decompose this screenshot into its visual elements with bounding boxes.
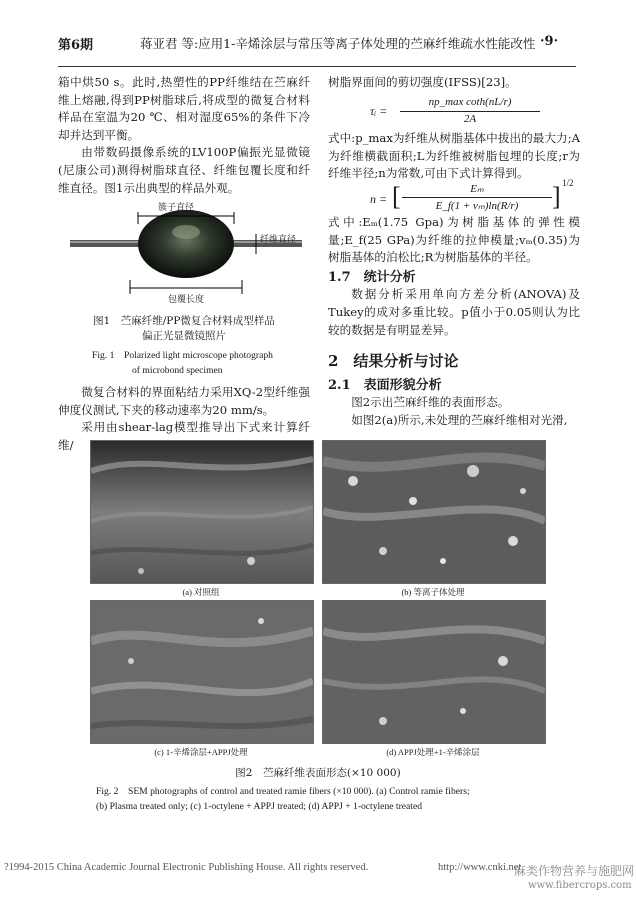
figure-1-caption-cn: 图1 苎麻纤维/PP微复合材料成型样品 偏正光显微镜照片 xyxy=(93,315,275,342)
watermark: 麻类作物营养与施肥网 xyxy=(514,864,635,878)
fraction-bar xyxy=(402,197,552,198)
paragraph: 式中:p_max为纤维从树脂基体中拔出的最大力;A为纤维横截面积;L为纤维被树脂包埋的长度;r为纤维半径;n为常数,可由下式计算得到。 xyxy=(328,131,580,181)
right-column-lower xyxy=(328,214,580,430)
paragraph: 微复合材料的界面粘结力采用XQ-2型纤维强伸度仪测试,下夹的移动速率为20 mm/s。 xyxy=(58,385,310,417)
page-number: ·9· xyxy=(540,34,559,49)
sem-label-b: (b) 等离子体处理 xyxy=(401,587,465,597)
paragraph: 如图2(a)所示,未处理的苎麻纤维相对光滑, xyxy=(351,412,568,427)
sem-image-b xyxy=(322,440,546,584)
fraction-bar xyxy=(400,111,540,112)
issue-number: 第6期 xyxy=(58,38,94,53)
paragraph: 采用由shear-lag模型推导出下式来计算纤维/ xyxy=(58,420,310,452)
figure-1-caption-en: Fig. 1 Polarized light microscope photograph of microbond specimen xyxy=(92,350,273,376)
header-rule xyxy=(58,66,576,67)
section-heading-1-7: 1.7 统计分析 xyxy=(328,269,416,285)
copyright-notice: ?1994-2015 China Academic Journal Electronic Publishing House. All rights reserved. xyxy=(4,862,369,873)
paragraph: 式中:Eₘ(1.75 Gpa)为树脂基体的弹性模量;E_f(25 GPa)为纤维的拉伸模量;vₘ(0.35)为树脂基体的泊松比;R为树脂基体的半径。 xyxy=(328,215,580,265)
running-title: 蒋亚君 等:应用1-辛烯涂层与常压等离子体处理的苎麻纤维疏水性能改性 xyxy=(140,36,536,51)
sem-label-d: (d) APPJ处理+1-辛烯涂层 xyxy=(386,747,480,757)
sem-image-d xyxy=(322,600,546,744)
cnki-url[interactable]: http://www.cnki.net xyxy=(438,862,522,873)
figure-2-caption-en: Fig. 2 SEM photographs of control and treated ramie fibers (×10 000). (a) Control ramie fibers; (b) Plasma treated only; (c) 1-octylene + APPJ treated; (d) APPJ + 1-octylene treated xyxy=(96,786,470,812)
paragraph: 图2示出苎麻纤维的表面形态。 xyxy=(351,395,510,410)
sem-image-a xyxy=(90,440,314,584)
section-heading-2-1: 2.1 表面形貌分析 xyxy=(328,377,442,393)
section-heading-2: 2 结果分析与讨论 xyxy=(328,352,459,371)
paragraph: 数据分析采用单向方差分析(ANOVA)及Tukey的成对多重比较。p值小于0.05则认为比较的数据是有明显差异。 xyxy=(328,287,580,337)
formula-ifss: τᵢ = np_max coth(nL/r) 2A xyxy=(370,96,570,128)
embedded-length-label: 包覆长度 xyxy=(168,295,205,305)
sem-image-c xyxy=(90,600,314,744)
formula-n: n = [ Eₘ E_f(1 + vₘ)ln(R/r) ] 1/2 xyxy=(370,178,574,212)
sem-label-a: (a) 对照组 xyxy=(182,587,220,597)
right-column-vars xyxy=(328,130,580,183)
paragraph: 树脂界面间的剪切强度(IFSS)[23]。 xyxy=(328,75,517,89)
figure-1-micrograph xyxy=(70,202,302,312)
paragraph: 箱中烘50 s。此时,热塑性的PP纤维结在苎麻纤维上熔融,得到PP树脂球后,将成型的微复合材料样品在室温为20 ℃、相对湿度65%的条件下冷却并达到平衡。 xyxy=(58,75,310,142)
figure-2-caption-cn: 图2 苎麻纤维表面形态(×10 000) xyxy=(235,767,401,779)
paragraph: 由带数码摄像系统的LV100P偏振光显微镜(尼康公司)测得树脂球直径、纤维包覆长度和纤维直径。图1示出典型的样品外观。 xyxy=(58,145,310,195)
ball-diameter-label: 簇子直径 xyxy=(158,203,195,213)
watermark-url: www.fibercrops.com xyxy=(528,880,632,891)
fiber-diameter-label: 纤维直径 xyxy=(260,235,297,245)
sem-label-c: (c) 1-辛烯涂层+APPJ处理 xyxy=(154,747,248,757)
left-column-top xyxy=(58,74,310,197)
right-column xyxy=(328,74,580,92)
